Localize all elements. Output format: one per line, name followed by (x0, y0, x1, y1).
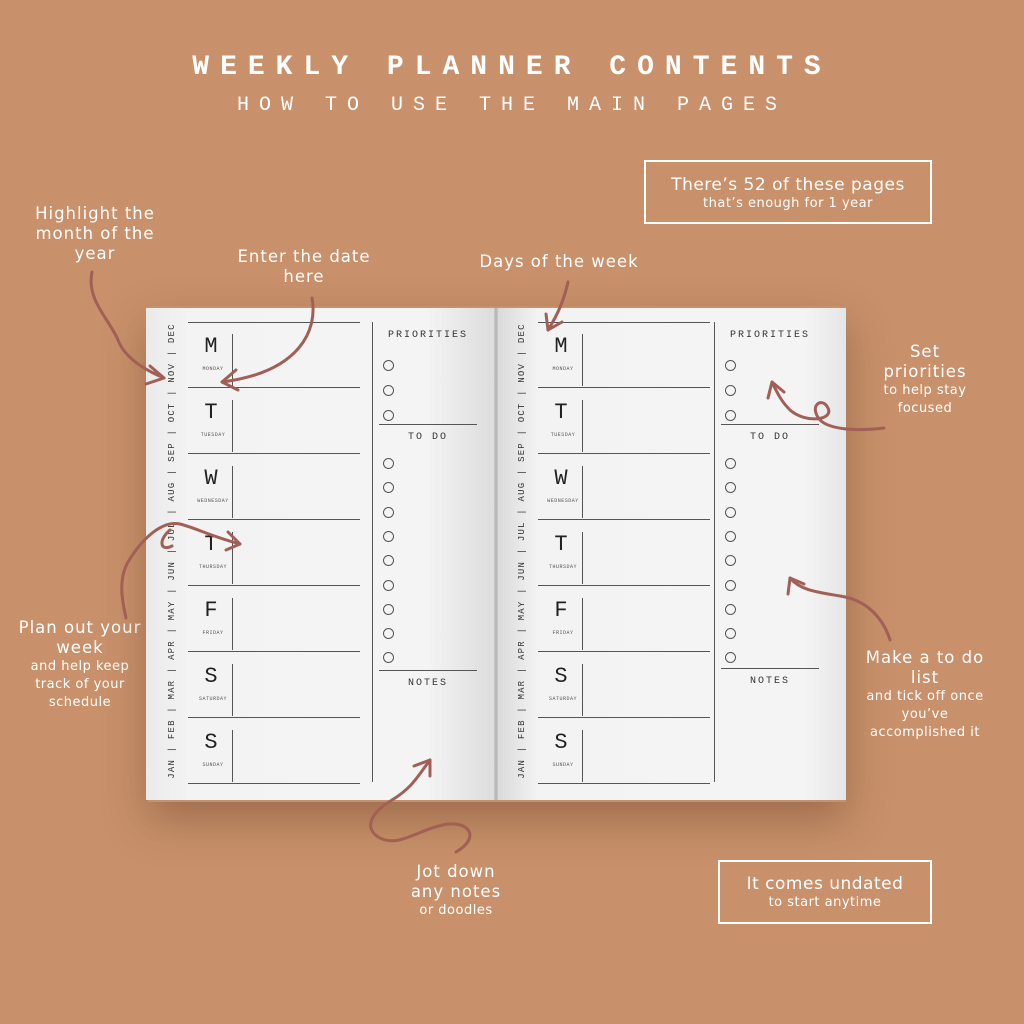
priorities-heading: PRIORITIES (729, 330, 810, 341)
undated-subtext: to start anytime (768, 895, 882, 910)
pages-count-subtext: that’s enough for 1 year (703, 196, 873, 211)
day-letter: W (554, 466, 568, 491)
day-name: MONDAY (202, 366, 224, 372)
day-name: FRIDAY (552, 630, 574, 636)
day-letter: S (554, 730, 568, 755)
day-letter: F (554, 598, 568, 623)
day-name: FRIDAY (202, 630, 224, 636)
day-name: SATURDAY (198, 696, 227, 702)
day-letter: S (204, 730, 218, 755)
day-letter: S (204, 664, 218, 689)
note-todo-list: Make a to do list and tick off once you’ve accomplished it (865, 648, 985, 740)
day-letter: F (204, 598, 218, 623)
day-name: TUESDAY (550, 432, 576, 438)
notes-heading: NOTES (749, 676, 790, 687)
arrow-plan-week (122, 524, 240, 618)
notes-heading: NOTES (407, 678, 448, 689)
day-letter: T (554, 400, 568, 425)
day-name: WEDNESDAY (547, 498, 579, 504)
undated-text: It comes undated (746, 874, 904, 894)
day-letter: T (554, 532, 568, 557)
note-days-of-week: Days of the week (479, 252, 639, 271)
day-name: WEDNESDAY (197, 498, 229, 504)
note-set-priorities: Set priorities to help stay focused (883, 342, 967, 416)
arrow-todo-list (790, 578, 890, 640)
note-jot-notes: Jot down any notes or doodles (410, 862, 502, 918)
note-plan-week: Plan out your week and help keep track of your schedule (18, 618, 142, 710)
todo-heading: TO DO (407, 432, 448, 443)
day-name: THURSDAY (548, 564, 577, 570)
day-letter: T (204, 532, 218, 557)
day-letter: T (204, 400, 218, 425)
pages-count-text: There’s 52 of these pages (671, 175, 905, 195)
day-name: SATURDAY (548, 696, 577, 702)
day-name: SUNDAY (552, 762, 574, 768)
note-enter-date: Enter the date here (237, 247, 371, 286)
day-letter: M (204, 334, 218, 359)
day-letter: S (554, 664, 568, 689)
todo-heading: TO DO (749, 432, 790, 443)
page-subtitle: HOW TO USE THE MAIN PAGES (236, 94, 788, 117)
arrow-highlight-month (91, 272, 164, 378)
note-highlight-month: Highlight the month of the year (35, 204, 155, 263)
arrow-jot-notes-head (414, 760, 430, 776)
months-strip: JAN | FEB | MAR | APR | MAY | JUN | JUL | AUG | SEP | OCT | NOV | DEC (167, 322, 177, 779)
arrow-jot-notes (371, 760, 470, 852)
day-letter: M (554, 334, 568, 359)
day-name: THURSDAY (198, 564, 227, 570)
arrow-plan-week-loop (162, 530, 172, 548)
months-strip: JAN | FEB | MAR | APR | MAY | JUN | JUL | AUG | SEP | OCT | NOV | DEC (517, 322, 527, 779)
day-letter: W (204, 466, 218, 491)
day-name: SUNDAY (202, 762, 224, 768)
page-title: WEEKLY PLANNER CONTENTS (192, 52, 832, 83)
priorities-heading: PRIORITIES (387, 330, 468, 341)
day-name: TUESDAY (200, 432, 226, 438)
day-name: MONDAY (552, 366, 574, 372)
arrow-set-priorities (772, 382, 884, 430)
